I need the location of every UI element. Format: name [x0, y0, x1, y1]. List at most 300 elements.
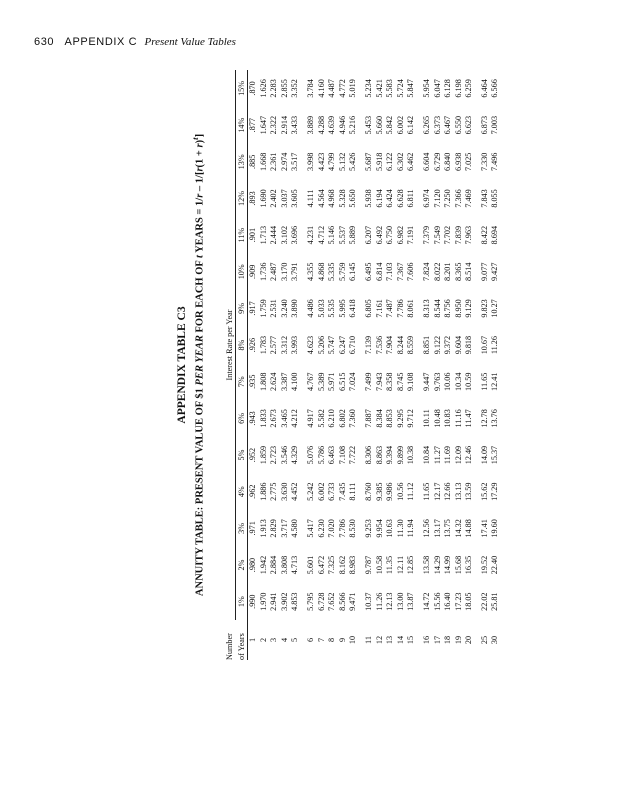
value-cell: 7.722 — [348, 445, 358, 465]
table-row — [306, 70, 317, 660]
value-cell: 6.472 — [316, 555, 326, 575]
value-cell: 14.72 — [421, 592, 431, 611]
value-cell: 3.791 — [290, 262, 300, 281]
years-cell: 25 — [479, 635, 489, 645]
value-cell: 6.464 — [479, 79, 489, 98]
value-cell: 5.847 — [406, 79, 416, 98]
table-row — [464, 70, 475, 660]
table-row — [280, 70, 291, 660]
value-cell: 5.537 — [337, 225, 347, 245]
value-cell: 1.970 — [258, 592, 268, 611]
value-cell: 7.496 — [490, 152, 500, 172]
value-cell: 1.942 — [258, 555, 268, 575]
subtitle-prefix: ANNUITY TABLE: PRESENT VALUE OF $1 — [194, 385, 206, 597]
value-cell: 6.462 — [406, 152, 416, 172]
value-cell: 5.076 — [305, 445, 315, 465]
row-header-line2: of Years — [236, 620, 248, 660]
value-cell: 4.623 — [305, 335, 315, 355]
table-row — [433, 70, 444, 660]
subtitle-suffix: YEARS = 1/ — [194, 197, 206, 256]
value-cell: 9.108 — [406, 372, 416, 391]
years-cell: 12 — [374, 635, 384, 645]
value-cell: 3.352 — [290, 79, 300, 98]
value-cell: 11.27 — [432, 445, 442, 465]
years-cell: 1 — [248, 637, 257, 643]
value-cell: 8.853 — [385, 409, 395, 428]
value-cell: .990 — [248, 594, 257, 609]
value-cell: 5.918 — [374, 152, 384, 172]
value-cell: 8.055 — [490, 189, 500, 208]
group-header: Interest Rate per Year — [224, 70, 236, 620]
page-header — [34, 36, 236, 48]
value-cell: 9.295 — [395, 409, 405, 428]
value-cell: 7.367 — [395, 262, 405, 281]
value-cell: 10.27 — [490, 299, 500, 318]
value-cell: 13.87 — [406, 592, 416, 611]
value-cell: 5.216 — [348, 115, 358, 135]
value-cell: 6.002 — [395, 115, 405, 135]
value-cell: 8.950 — [453, 299, 463, 318]
table-row — [290, 70, 301, 660]
value-cell: 8.061 — [406, 299, 416, 318]
value-cell: 5.146 — [327, 225, 337, 245]
value-cell: 1.713 — [258, 225, 268, 245]
value-cell: 3.312 — [279, 335, 289, 355]
value-cell: .917 — [248, 301, 257, 316]
value-cell: 2.974 — [279, 152, 289, 172]
subtitle-formula4: (1 + — [194, 147, 206, 168]
table-row — [364, 70, 375, 660]
value-cell: 6.259 — [464, 79, 474, 98]
value-cell: 18.05 — [464, 592, 474, 611]
value-cell: 6.145 — [348, 262, 358, 281]
value-cell: 4.100 — [290, 372, 300, 391]
value-cell: 12.78 — [479, 409, 489, 428]
value-cell: 7.904 — [385, 335, 395, 355]
value-cell: 3.170 — [279, 262, 289, 281]
value-cell: 25.81 — [490, 592, 500, 611]
value-cell: 9.385 — [374, 482, 384, 501]
value-cell: 10.83 — [443, 409, 453, 428]
rate-header: 8% — [236, 327, 248, 364]
value-cell: 6.710 — [348, 335, 358, 355]
rate-header: 6% — [236, 400, 248, 437]
value-cell: 8.745 — [395, 372, 405, 391]
value-cell: 5.426 — [348, 152, 358, 172]
subtitle-formula6: ) — [194, 139, 206, 144]
value-cell: 4.639 — [327, 115, 337, 135]
value-cell: 2.884 — [269, 555, 279, 575]
years-cell: 10 — [348, 635, 358, 645]
value-cell: 9.122 — [432, 335, 442, 355]
value-cell: 6.750 — [385, 225, 395, 245]
years-cell: 17 — [432, 635, 442, 645]
rate-header: 2% — [236, 547, 248, 584]
subtitle-formula3: r — [194, 167, 206, 172]
rate-header: 9% — [236, 290, 248, 327]
value-cell: 4.713 — [290, 555, 300, 575]
value-cell: .877 — [248, 117, 257, 133]
value-cell: 2.487 — [269, 262, 279, 281]
value-cell: 11.47 — [464, 409, 474, 428]
value-cell: .885 — [248, 154, 257, 169]
value-cell: 3.037 — [279, 189, 289, 208]
value-cell: 12.46 — [464, 445, 474, 465]
value-cell: 13.58 — [421, 555, 431, 575]
value-cell: 8.201 — [443, 262, 453, 281]
subtitle-formula: r — [194, 193, 206, 198]
row-header-line1: Number — [225, 633, 235, 660]
value-cell: 7.549 — [432, 225, 442, 245]
value-cell: 2.775 — [269, 482, 279, 501]
value-cell: 4.564 — [316, 189, 326, 208]
value-cell: 6.424 — [385, 189, 395, 208]
value-cell: 6.729 — [432, 152, 442, 172]
years-cell: 16 — [421, 635, 431, 645]
years-cell: 19 — [453, 635, 463, 645]
value-cell: 4.423 — [316, 152, 326, 172]
value-cell: 17.23 — [453, 592, 463, 611]
value-cell: 14.29 — [432, 555, 442, 575]
years-cell: 14 — [395, 635, 405, 645]
value-cell: 1.808 — [258, 372, 268, 391]
value-cell: 3.102 — [279, 225, 289, 245]
years-cell: 18 — [443, 635, 453, 645]
value-cell: 8.422 — [479, 225, 489, 245]
table-row — [422, 70, 433, 660]
value-cell: 5.747 — [327, 335, 337, 355]
value-cell: 5.601 — [305, 555, 315, 575]
value-cell: 6.814 — [374, 262, 384, 281]
value-cell: 4.799 — [327, 152, 337, 172]
value-cell: 6.495 — [363, 262, 373, 281]
value-cell: 6.002 — [316, 482, 326, 501]
value-cell: 8.358 — [385, 372, 395, 391]
value-cell: 9.471 — [348, 592, 358, 611]
value-cell: 9.986 — [385, 482, 395, 501]
value-cell: 6.550 — [453, 115, 463, 135]
table-row — [454, 70, 465, 660]
value-cell: 5.234 — [363, 79, 373, 98]
value-cell: 12.11 — [395, 555, 405, 575]
value-cell: 13.17 — [432, 519, 442, 538]
value-cell: 2.673 — [269, 409, 279, 428]
value-cell: 13.76 — [490, 409, 500, 428]
value-cell: 6.467 — [443, 115, 453, 135]
value-cell: .962 — [248, 484, 257, 499]
value-cell: 1.859 — [258, 445, 268, 465]
value-cell: 6.604 — [421, 152, 431, 172]
value-cell: 8.863 — [374, 445, 384, 465]
rate-header: 10% — [236, 253, 248, 290]
years-cell: 2 — [258, 637, 268, 643]
value-cell: 5.582 — [316, 409, 326, 428]
table-row — [385, 70, 396, 660]
value-cell: 8.566 — [337, 592, 347, 611]
value-cell: 5.033 — [316, 299, 326, 318]
value-cell: 9.253 — [363, 519, 373, 538]
value-cell: 5.453 — [363, 115, 373, 135]
value-cell: 9.712 — [406, 409, 416, 428]
value-cell: 4.712 — [316, 225, 326, 245]
value-cell: 10.11 — [421, 409, 431, 428]
table-row — [443, 70, 454, 660]
value-cell: 10.59 — [464, 372, 474, 391]
value-cell: 2.444 — [269, 225, 279, 245]
value-cell: 6.247 — [337, 335, 347, 355]
value-cell: 5.206 — [316, 335, 326, 355]
value-cell: 11.35 — [385, 555, 395, 575]
value-cell: 2.723 — [269, 445, 279, 465]
value-cell: 4.868 — [316, 262, 326, 281]
table-row — [338, 70, 349, 660]
rate-header: 1% — [236, 583, 248, 620]
value-cell: 5.954 — [421, 79, 431, 98]
value-cell: 17.41 — [479, 519, 489, 538]
table-body — [248, 70, 502, 660]
value-cell: 13.59 — [464, 482, 474, 501]
value-cell: 10.37 — [363, 592, 373, 611]
table-row — [327, 70, 338, 660]
value-cell: .952 — [248, 447, 257, 463]
value-cell: 8.365 — [453, 262, 463, 281]
years-cell: 13 — [385, 635, 395, 645]
value-cell: 11.30 — [395, 519, 405, 538]
value-cell: 5.242 — [305, 482, 315, 501]
value-cell: 2.322 — [269, 115, 279, 135]
value-cell: .935 — [248, 374, 257, 389]
value-cell: 14.32 — [453, 519, 463, 538]
value-cell: 11.16 — [453, 409, 463, 428]
value-cell: 11.12 — [406, 482, 416, 501]
value-cell: 8.983 — [348, 555, 358, 575]
value-cell: 5.583 — [385, 79, 395, 98]
value-cell: 8.022 — [432, 262, 442, 281]
value-cell: 7.824 — [421, 262, 431, 281]
value-cell: 6.302 — [395, 152, 405, 172]
value-cell: 16.35 — [464, 555, 474, 575]
value-cell: 9.077 — [479, 262, 489, 281]
value-cell: 6.142 — [406, 115, 416, 135]
value-cell: 9.954 — [374, 519, 384, 538]
value-cell: 8.559 — [406, 335, 416, 355]
value-cell: 1.736 — [258, 262, 268, 281]
value-cell: 6.974 — [421, 189, 431, 208]
value-cell: 2.941 — [269, 592, 279, 611]
value-cell: 6.733 — [327, 482, 337, 501]
value-cell: 10.06 — [443, 372, 453, 391]
value-cell: 6.623 — [464, 115, 474, 135]
value-cell: 7.191 — [406, 225, 416, 245]
table-row — [406, 70, 417, 660]
value-cell: 6.982 — [395, 225, 405, 245]
value-cell: 6.515 — [337, 372, 347, 391]
subtitle-italic: PER YEAR — [194, 335, 206, 386]
value-cell: 1.886 — [258, 482, 268, 501]
value-cell: 16.40 — [443, 592, 453, 611]
value-cell: 10.84 — [421, 445, 431, 465]
value-cell: 19.60 — [490, 519, 500, 538]
value-cell: 6.122 — [385, 152, 395, 172]
value-cell: 5.328 — [337, 189, 347, 208]
value-cell: 7.963 — [464, 225, 474, 245]
value-cell: 6.198 — [453, 79, 463, 98]
value-cell: 4.212 — [290, 409, 300, 428]
value-cell: 6.230 — [316, 519, 326, 538]
value-cell: .980 — [248, 557, 257, 573]
value-cell: 7.360 — [348, 409, 358, 428]
value-cell: 7.250 — [443, 189, 453, 208]
value-cell: 6.265 — [421, 115, 431, 135]
value-cell: 1.833 — [258, 409, 268, 428]
value-cell: 6.373 — [432, 115, 442, 135]
value-cell: 4.767 — [305, 372, 315, 391]
value-cell: 2.624 — [269, 372, 279, 391]
value-cell: 4.486 — [305, 299, 315, 318]
rate-header: 5% — [236, 437, 248, 474]
value-cell: 7.366 — [453, 189, 463, 208]
value-cell: .926 — [248, 337, 257, 353]
value-cell: 9.818 — [464, 335, 474, 355]
value-cell: 4.580 — [290, 519, 300, 538]
value-cell: 3.465 — [279, 409, 289, 428]
value-cell: 2.855 — [279, 79, 289, 98]
value-cell: 7.161 — [374, 299, 384, 318]
value-cell: 5.971 — [327, 372, 337, 391]
years-cell: 8 — [327, 637, 337, 643]
value-cell: 8.760 — [363, 482, 373, 501]
value-cell: 5.889 — [348, 225, 358, 245]
value-cell: 3.387 — [279, 372, 289, 391]
years-cell: 30 — [490, 635, 500, 645]
value-cell: 14.99 — [443, 555, 453, 575]
value-cell: 12.66 — [443, 482, 453, 501]
value-cell: 5.759 — [337, 262, 347, 281]
value-cell: 5.687 — [363, 152, 373, 172]
value-cell: 4.487 — [327, 79, 337, 98]
subtitle-formula2: – 1/[ — [194, 171, 206, 194]
value-cell: 8.162 — [337, 555, 347, 575]
years-cell: 20 — [464, 635, 474, 645]
value-cell: 3.240 — [279, 299, 289, 318]
value-cell: 7.103 — [385, 262, 395, 281]
years-cell: 4 — [279, 637, 289, 643]
value-cell: 22.02 — [479, 592, 489, 611]
value-cell: 5.660 — [374, 115, 384, 135]
value-cell: 4.231 — [305, 225, 315, 245]
value-cell: 5.535 — [327, 299, 337, 318]
value-cell: 1.690 — [258, 189, 268, 208]
value-cell: 6.194 — [374, 189, 384, 208]
value-cell: 6.128 — [443, 79, 453, 98]
value-cell: 7.325 — [327, 555, 337, 575]
value-cell: 7.139 — [363, 335, 373, 355]
value-cell: 8.851 — [421, 335, 431, 355]
value-cell: 7.843 — [479, 189, 489, 208]
value-cell: 7.330 — [479, 152, 489, 172]
value-cell: 9.823 — [479, 299, 489, 318]
value-cell: 14.88 — [464, 519, 474, 538]
value-cell: 19.52 — [479, 555, 489, 575]
value-cell: .971 — [248, 521, 257, 536]
value-cell: 7.024 — [348, 372, 358, 391]
value-cell: 12.85 — [406, 555, 416, 575]
value-cell: 12.56 — [421, 519, 431, 538]
value-cell: 14.09 — [479, 445, 489, 465]
value-cell: 10.56 — [395, 482, 405, 501]
value-cell: 9.372 — [443, 335, 453, 355]
value-cell: 13.75 — [443, 519, 453, 538]
value-cell: 6.728 — [316, 592, 326, 611]
value-cell: 1.668 — [258, 152, 268, 172]
years-cell: 11 — [363, 636, 373, 644]
value-cell: 3.605 — [290, 189, 300, 208]
table-row — [248, 70, 259, 660]
value-cell: 2.577 — [269, 335, 279, 355]
value-cell: 9.447 — [421, 372, 431, 391]
value-cell: 5.132 — [337, 152, 347, 172]
rotated-table-block — [176, 67, 572, 663]
value-cell: 10.67 — [479, 335, 489, 355]
subtitle-mid: FOR EACH OF — [194, 257, 206, 336]
value-cell: 5.650 — [348, 189, 358, 208]
rate-header: 11% — [236, 217, 248, 254]
annuity-table — [224, 70, 501, 660]
value-cell: 17.29 — [490, 482, 500, 501]
value-cell: 15.62 — [479, 482, 489, 501]
value-cell: 12.09 — [453, 445, 463, 465]
table-row — [396, 70, 407, 660]
value-cell: 3.889 — [305, 115, 315, 135]
value-cell: 6.628 — [395, 189, 405, 208]
value-cell: 11.65 — [421, 482, 431, 501]
value-cell: 9.604 — [453, 335, 463, 355]
value-cell: 6.805 — [363, 299, 373, 318]
value-cell: 13.13 — [453, 482, 463, 501]
value-cell: 7.536 — [374, 335, 384, 355]
value-cell: 6.418 — [348, 299, 358, 318]
rate-header: 4% — [236, 473, 248, 510]
value-cell: 4.946 — [337, 115, 347, 135]
value-cell: 8.514 — [464, 262, 474, 281]
value-cell: 5.335 — [327, 262, 337, 281]
value-cell: .870 — [248, 81, 257, 96]
value-cell: 5.938 — [363, 189, 373, 208]
value-cell: 1.913 — [258, 519, 268, 538]
value-cell: 22.40 — [490, 555, 500, 575]
rate-header: 12% — [236, 180, 248, 217]
value-cell: 15.37 — [490, 445, 500, 465]
value-cell: 4.111 — [305, 189, 315, 208]
value-cell: 9.394 — [385, 445, 395, 465]
value-cell: 11.69 — [443, 445, 453, 465]
value-cell: 5.795 — [305, 592, 315, 611]
table-row — [269, 70, 280, 660]
value-cell: .909 — [248, 264, 257, 279]
value-cell: 3.717 — [279, 519, 289, 538]
value-cell: 1.647 — [258, 115, 268, 135]
rate-header: 15% — [236, 70, 248, 107]
value-cell: 5.421 — [374, 79, 384, 98]
value-cell: 8.530 — [348, 519, 358, 538]
value-cell: 7.020 — [327, 519, 337, 538]
value-cell: 6.873 — [479, 115, 489, 135]
value-cell: 8.306 — [363, 445, 373, 465]
value-cell: 3.517 — [290, 152, 300, 172]
page-number: 630 — [34, 36, 55, 48]
table-row — [490, 70, 501, 660]
value-cell: .893 — [248, 191, 257, 206]
